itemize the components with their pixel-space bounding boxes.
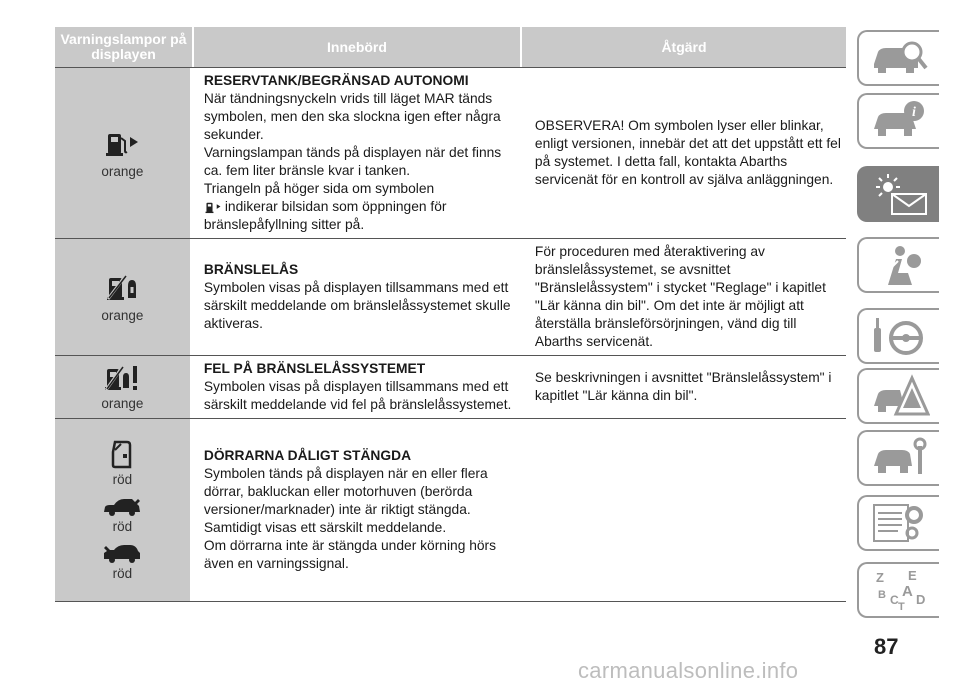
chapter-tab-emergency[interactable] (857, 368, 939, 424)
trunk-open-icon (102, 497, 142, 517)
list-gear-icon (868, 501, 930, 545)
car-info-icon (868, 99, 930, 143)
meaning-cell (190, 68, 521, 238)
meaning-cell (190, 356, 521, 418)
row-text: Samtidigt visas ett särskilt meddelande. (203, 520, 447, 535)
row-text: Varningslampan tänds på displayen när det finns ca. fem liter bränsle kvar i tanken. (203, 145, 502, 178)
car-search-icon (868, 36, 930, 80)
chapter-tab-safety[interactable] (857, 237, 939, 293)
meaning-cell (190, 419, 521, 601)
table-row (55, 356, 846, 419)
door-open-icon (111, 440, 133, 470)
row-text: Om dörrarna inte är stängda under körning hörs även en varningssignal. (203, 538, 497, 571)
row-text: Symbolen visas på displayen tillsammans med ett särskilt meddelande om bränslelåssystemet skulle aktiveras. (203, 280, 511, 331)
table-row (55, 239, 846, 356)
table-row (55, 68, 846, 239)
fuel-cutoff-icon (106, 272, 138, 302)
svg-text:E: E (908, 568, 917, 583)
row-text: Triangeln på höger sida om symbolen (203, 181, 435, 196)
bonnet-open-icon (102, 544, 142, 564)
row-title: RESERVTANK/BEGRÄNSAD AUTONOMI (203, 73, 469, 88)
action-cell (521, 356, 846, 418)
color-label: orange (101, 395, 144, 411)
chapter-tab-instrument-panel[interactable] (857, 93, 939, 149)
row-text: Symbolen tänds på displayen när en eller flera dörrar, bakluckan eller motorhuven (berörda versioner/marknader) inte är riktigt stängda. (203, 466, 488, 517)
color-label: röd (112, 565, 133, 581)
color-label: röd (112, 471, 133, 487)
car-triangle-icon (868, 374, 930, 418)
watermark: carmanualsonline.info (578, 658, 799, 683)
action-text: För proceduren med återaktivering av bränslelåssystemet, se avsnittet "Bränslelåssystem" i stycket "Reglage" i kapitlet "Lär känna din bil". Om det inte är möjligt att återställa bränsleförsörjningen, vänd dig till Abarths servicenät. (534, 244, 826, 349)
warning-lights-table (55, 27, 846, 602)
svg-text:D: D (916, 592, 926, 607)
color-label: orange (101, 163, 144, 179)
chapter-tab-index[interactable] (857, 562, 939, 618)
key-steering-icon (868, 314, 930, 358)
svg-text:B: B (878, 589, 886, 601)
row-text: Symbolen visas på displayen tillsammans med ett särskilt meddelande vid fel på bränslelåssystemet. (203, 379, 512, 412)
icon-cell (55, 419, 190, 601)
action-cell (521, 68, 846, 238)
svg-text:Z: Z (876, 570, 884, 585)
svg-text:C: C (890, 593, 899, 607)
color-label: röd (112, 518, 133, 534)
chapter-tab-service-maintenance[interactable] (857, 430, 939, 486)
svg-text:T: T (898, 601, 905, 612)
icon-cell (55, 68, 190, 238)
color-label: orange (101, 307, 144, 323)
row-title: DÖRRARNA DÅLIGT STÄNGDA (203, 448, 412, 463)
action-text: Se beskrivningen i avsnittet "Bränslelåssystem" i kapitlet "Lär känna din bil". (534, 370, 832, 403)
header-warning-lamps: Varningslampor på displayen (55, 27, 192, 67)
icon-cell (55, 356, 190, 418)
header-action: Åtgärd (522, 27, 846, 67)
action-cell (521, 239, 846, 355)
car-wrench-icon (868, 436, 930, 480)
airbag-person-icon (868, 243, 930, 287)
chapter-tab-starting-driving[interactable] (857, 308, 939, 364)
action-cell (521, 419, 846, 601)
table-row (55, 419, 846, 602)
chapter-tab-warning-lights[interactable] (857, 166, 939, 222)
svg-text:A: A (902, 583, 913, 600)
warning-light-mail-icon (868, 172, 930, 216)
chapter-tab-technical-data[interactable] (857, 495, 939, 551)
icon-cell (55, 239, 190, 355)
row-title: FEL PÅ BRÄNSLELÅSSYSTEMET (203, 361, 426, 376)
row-text: När tändningsnyckeln vrids till läget MAR tänds symbolen, men den ska slockna igen efter några sekunder. (203, 91, 501, 142)
alphabet-index-icon (868, 568, 930, 612)
fuel-cutoff-fault-icon (104, 364, 140, 392)
svg-text:i: i (912, 105, 916, 120)
action-text: OBSERVERA! Om symbolen lyser eller blinkar, enligt versionen, innebär det att det uppstått ett fel på systemet. I detta fall, kontakta Abarths servicenät för en kontroll av själva anläggningen. (534, 118, 841, 187)
row-text-with-icon (204, 198, 517, 234)
chapter-tab-know-your-car[interactable] (857, 30, 939, 86)
meaning-cell (190, 239, 521, 355)
header-meaning: Innebörd (194, 27, 520, 67)
row-title: BRÄNSLELÅS (203, 262, 299, 277)
fuel-reserve-icon (105, 128, 139, 158)
fuel-reserve-small-icon (204, 200, 222, 214)
table-header (55, 27, 846, 68)
row-text: indikerar bilsidan som öppningen för bränslepåfyllning sitter på. (203, 199, 447, 232)
page-number: 87 (874, 634, 899, 659)
